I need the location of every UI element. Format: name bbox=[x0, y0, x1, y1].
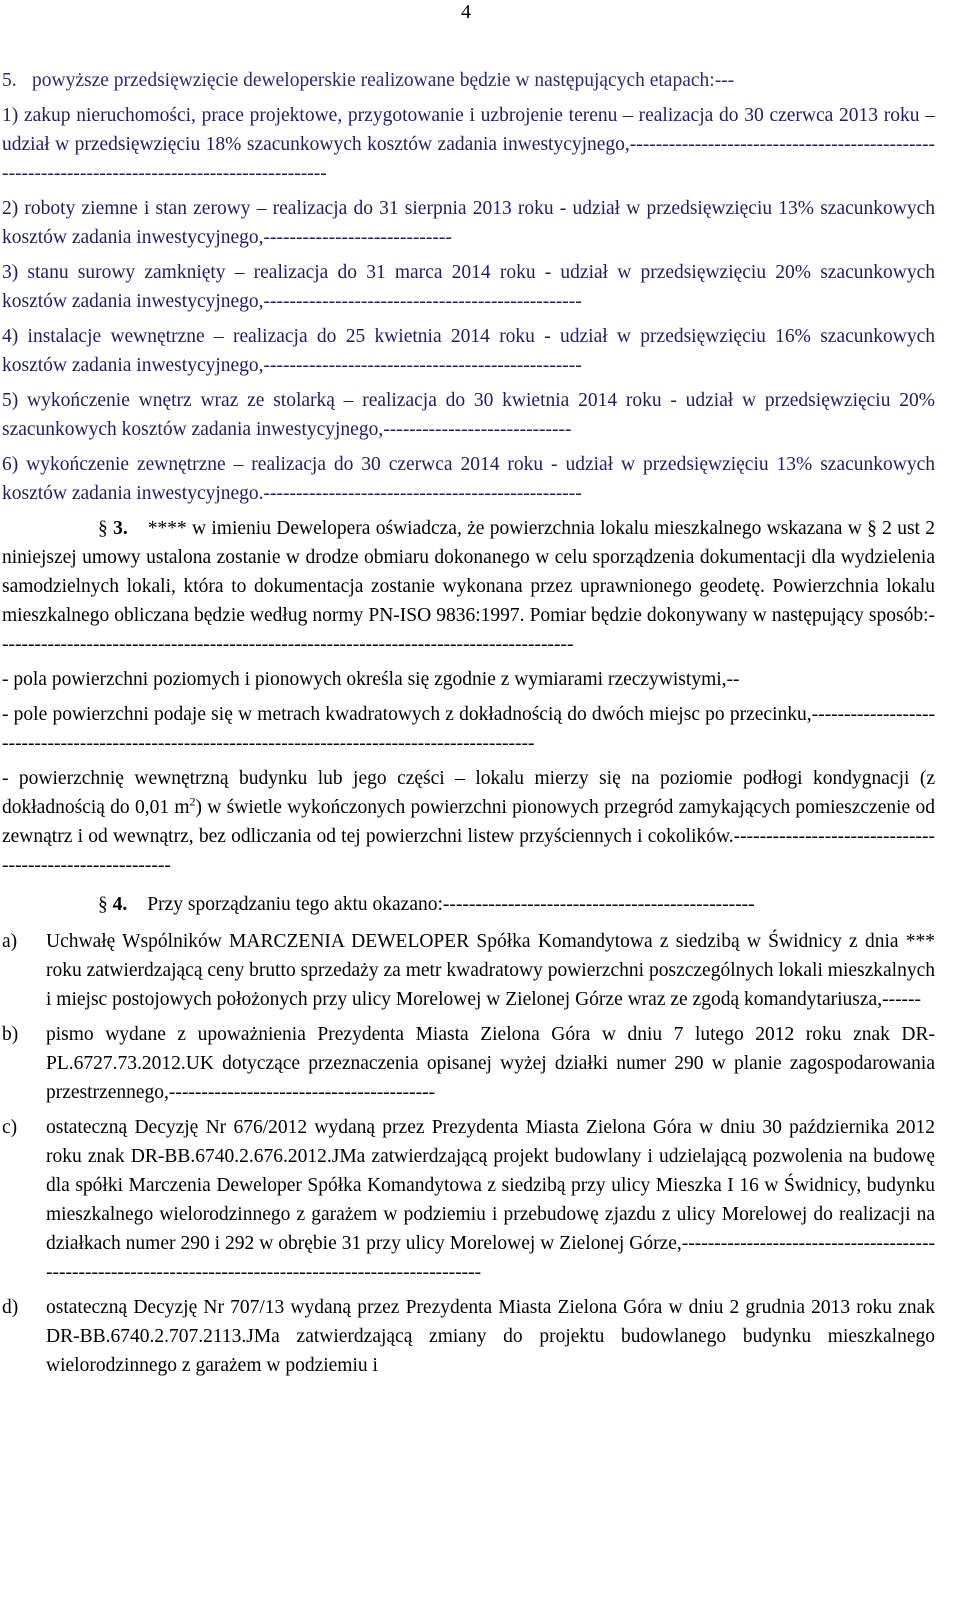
document-item-b-label: b) bbox=[2, 1024, 19, 1045]
stage-6: 6) wykończenie zewnętrzne – realizacja do 30 czerwca 2014 roku - udział w przedsięwzięciu 13% szacunkowych kosztów zadania inwestycyjnego.------------------------------------------------- bbox=[2, 454, 935, 504]
document-item-c-label: c) bbox=[2, 1117, 18, 1138]
measurement-rule-1: - pola powierzchni poziomych i pionowych określa się zgodnie z wymiarami rzeczywistymi,-- bbox=[2, 669, 740, 690]
document-body bbox=[2, 66, 935, 1386]
stage-4: 4) instalacje wewnętrzne – realizacja do 25 kwietnia 2014 roku - udział w przedsięwzięciu 16% szacunkowych kosztów zadania inwestycyjnego,------------------------------------------------- bbox=[2, 326, 935, 376]
item-5 bbox=[2, 66, 935, 95]
document-item-d bbox=[2, 1293, 935, 1380]
section-3-number: 3. bbox=[113, 518, 128, 539]
section-3-text: **** w imieniu Dewelopera oświadcza, że powierzchnia lokalu mieszkalnego wskazana w § 2 ust 2 niniejszej umowy ustalona zostanie w drodze obmiaru dokonanego w celu sporządzenia dokumentacji dla wydzielenia samodzielnych lokali, która to dokumentacja zostanie wykonana przez uprawnionego geodetę. Powierzchnia lokalu mieszkalnego obliczana będzie według normy PN-ISO 9836:1997. Pomiar będzie dokonywany w następujący sposób:----------------------------------------------------------------------------------------- bbox=[2, 518, 935, 655]
section-4 bbox=[2, 890, 935, 919]
document-item-b-text: pismo wydane z upoważnienia Prezydenta Miasta Zielona Góra w dniu 7 lutego 2012 roku znak DR-PL.6727.73.2012.UK dotyczące przeznaczenia opisanej wyżej działki numer 290 w planie zagospodarowania przestrzennego,----------------------------------------- bbox=[46, 1024, 935, 1103]
document-item-c bbox=[2, 1113, 935, 1287]
section-3 bbox=[2, 514, 935, 659]
document-item-a bbox=[2, 927, 935, 1014]
document-item-b bbox=[2, 1020, 935, 1107]
document-item-a-text: Uchwałę Wspólników MARCZENIA DEWELOPER Spółka Komandytowa z siedzibą w Świdnicy z dnia *** roku zatwierdzającą ceny brutto sprzedaży za metr kwadratowy powierzchni poszczególnych lokali mieszkalnych i miejsc postojowych położonych przy ulicy Morelowej w Zielonej Górze wraz ze zgodą komandytariusza,------ bbox=[46, 931, 935, 1010]
stage-1: 1) zakup nieruchomości, prace projektowe, przygotowanie i uzbrojenie terenu – realizacja do 30 czerwca 2013 roku – udział w przedsięwzięciu 18% szacunkowych kosztów zadania inwestycyjnego,------------------------------------------------------------------------------------------------- bbox=[2, 105, 935, 184]
stage-3: 3) stanu surowy zamknięty – realizacja do 31 marca 2014 roku - udział w przedsięwzięciu 20% szacunkowych kosztów zadania inwestycyjnego,------------------------------------------------- bbox=[2, 262, 935, 312]
stage-2: 2) roboty ziemne i stan zerowy – realizacja do 31 sierpnia 2013 roku - udział w przedsięwzięciu 13% szacunkowych kosztów zadania inwestycyjnego,----------------------------- bbox=[2, 198, 935, 248]
section-3-sign: § bbox=[98, 518, 108, 539]
measurement-rule-3: - powierzchnię wewnętrzną budynku lub jego części – lokalu mierzy się na poziomie podłogi kondygnacji (z dokładnością do 0,01 $m^2$) w świetle wykończonych powierzchni pionowych przegród zamykających pomieszczenie od zewnątrz i od wewnątrz, bez odliczania od tej powierzchni listew przyściennych i cokolików.--------------------------------------------------------- bbox=[2, 768, 935, 876]
document-item-c-text: ostateczną Decyzję Nr 676/2012 wydaną przez Prezydenta Miasta Zielona Góra w dniu 30 października 2012 roku znak DR-BB.6740.2.676.2012.JMa zatwierdzającą projekt budowlany i udzielającą pozwolenia na budowę dla spółki Marczenia Deweloper Spółka Komandytowa z siedzibą przy ulicy Mieszka I 16 w Świdnicy, budynku mieszkalnego wielorodzinnego z garażem w podziemiu i przebudowę zjazdu z ulicy Morelowej do realizacji na działkach numer 290 i 292 w obrębie 31 przy ulicy Morelowej w Zielonej Górze,---------------------------------------------------------------------------------------------------------- bbox=[46, 1117, 935, 1283]
document-item-a-label: a) bbox=[2, 931, 18, 952]
document-item-d-label: d) bbox=[2, 1297, 19, 1318]
item-5-text: powyższe przedsięwzięcie deweloperskie realizowane będzie w następujących etapach:--- bbox=[32, 70, 735, 91]
measurement-rule-2: - pole powierzchni podaje się w metrach kwadratowych z dokładnością do dwóch miejsc po przecinku,----------------------------------------------------------------------------------------------------- bbox=[2, 704, 935, 754]
section-4-text: Przy sporządzaniu tego aktu okazano:------------------------------------------------ bbox=[147, 894, 755, 915]
section-4-number: 4. bbox=[112, 894, 128, 915]
item-5-number: 5. bbox=[2, 70, 17, 91]
page-number: 4 bbox=[461, 1, 471, 23]
document-item-d-text: ostateczną Decyzję Nr 707/13 wydaną przez Prezydenta Miasta Zielona Góra w dniu 2 grudnia 2013 roku znak DR-BB.6740.2.707.2113.JMa zatwierdzającą zmiany do projektu budowlanego budynku mieszkalnego wielorodzinnego z garażem w podziemiu i bbox=[46, 1297, 935, 1376]
stage-5: 5) wykończenie wnętrz wraz ze stolarką – realizacja do 30 kwietnia 2014 roku - udział w przedsięwzięciu 20% szacunkowych kosztów zadania inwestycyjnego,----------------------------- bbox=[2, 390, 935, 440]
section-4-sign: § bbox=[98, 894, 108, 915]
